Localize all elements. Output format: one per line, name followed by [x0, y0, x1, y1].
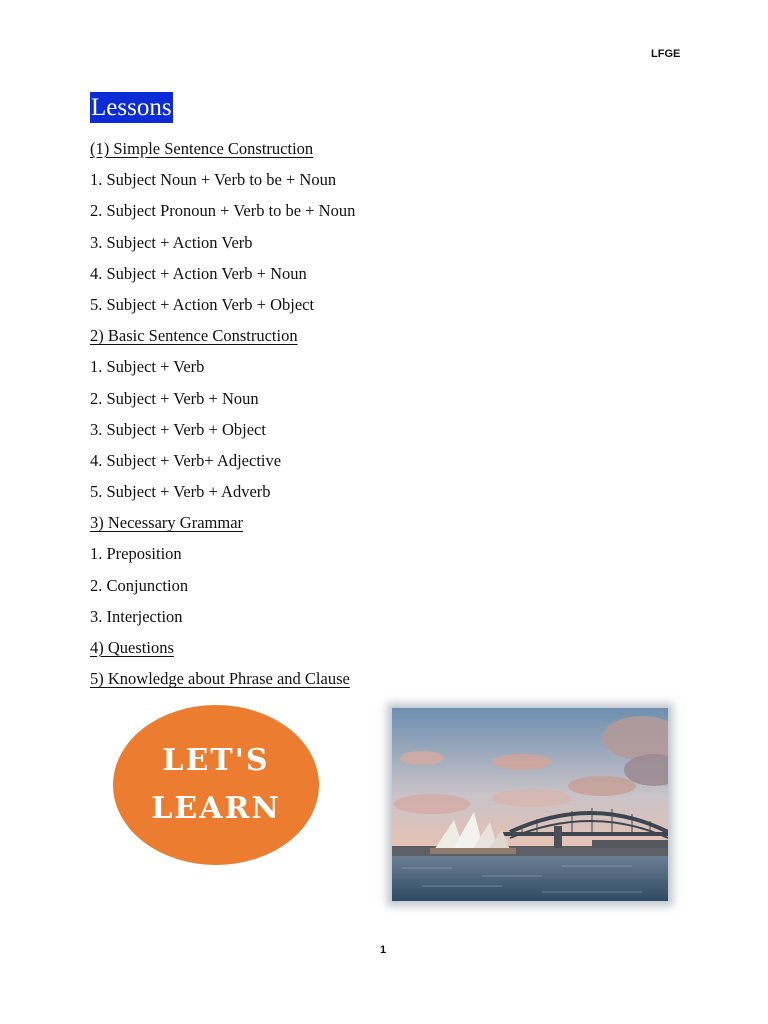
lesson-item: 2. Subject Pronoun + Verb to be + Noun	[90, 201, 356, 221]
lesson-heading: 4) Questions	[90, 638, 174, 657]
lesson-item: 5. Subject + Verb + Adverb	[90, 482, 271, 502]
page-title: Lessons	[91, 94, 172, 121]
photo-illustration	[392, 708, 668, 901]
lesson-heading: 3) Necessary Grammar	[90, 513, 244, 533]
header-code: LFGE	[651, 48, 681, 60]
badge-line-2: LEARN	[151, 791, 281, 826]
page-number: 1	[380, 944, 387, 956]
lesson-item: 4. Subject + Action Verb + Noun	[90, 263, 307, 283]
lesson-heading: 5) Knowledge about Phrase and Clause	[90, 669, 350, 689]
lesson-item: 5. Subject + Action Verb + Object	[90, 294, 315, 314]
badge-text	[126, 737, 306, 833]
lesson-item: 1. Subject Noun + Verb to be + Noun	[90, 170, 337, 190]
sydney-harbour-photo	[392, 708, 668, 901]
lesson-item: 1. Subject + Verb	[90, 357, 205, 377]
lesson-item: 2. Subject + Verb + Noun	[90, 388, 259, 408]
lets-learn-badge	[113, 705, 319, 865]
lesson-item: 3. Interjection	[90, 606, 183, 626]
lesson-item: 3. Subject + Verb + Object	[90, 419, 266, 439]
lesson-item: 1. Preposition	[90, 544, 182, 564]
lesson-item: 2. Conjunction	[90, 575, 189, 595]
badge-line-1: LET'S	[162, 743, 270, 778]
lesson-item: 3. Subject + Action Verb	[90, 232, 253, 252]
lesson-list	[90, 137, 355, 698]
lesson-heading: (1) Simple Sentence Construction	[90, 139, 314, 158]
lesson-heading: 2) Basic Sentence Construction	[90, 326, 298, 346]
lesson-item: 4. Subject + Verb+ Adjective	[90, 450, 282, 470]
